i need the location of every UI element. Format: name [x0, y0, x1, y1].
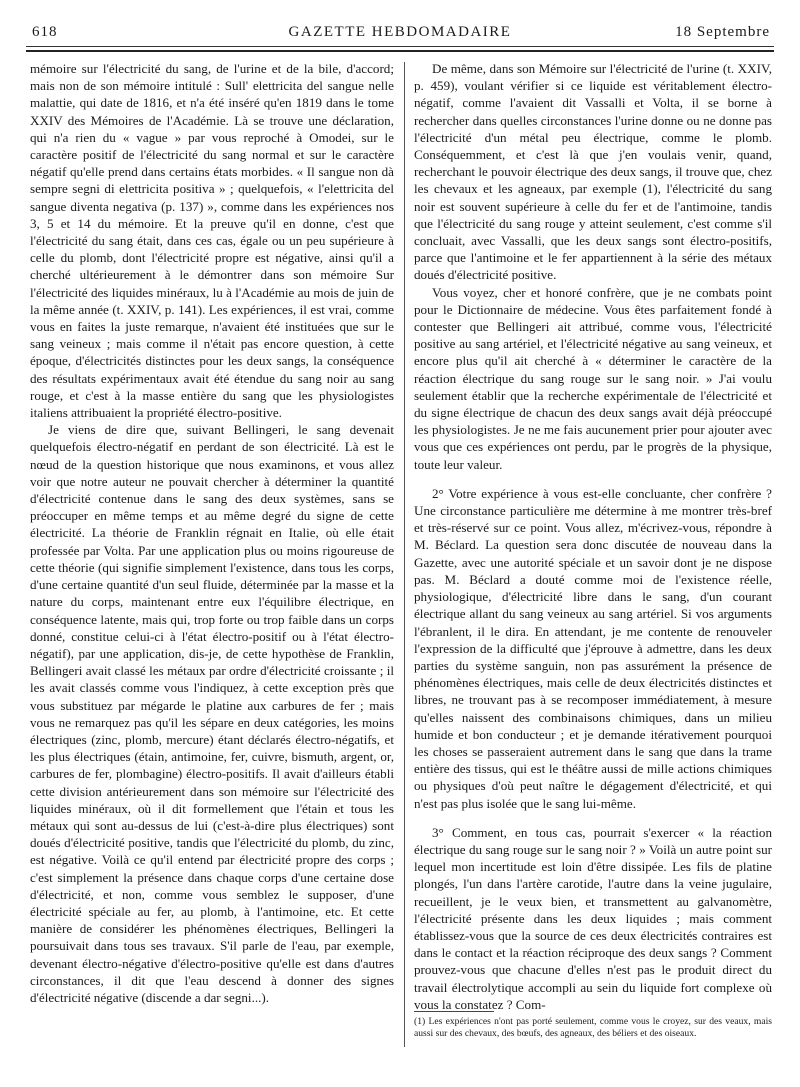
paragraph: 2° Votre expérience à vous est-elle concluante, cher confrère ? Une circonstance particulière me détermine à me montrer très-bref et très-réservé sur ce point. Vous allez, m'écrivez-vous, répondre à M. Béclard. La question sera donc discutée de nouveau dans la Gazette, avec une autorité spéciale et un savoir dont je ne dispose pas. M. Béclard a douté comme moi de l'existence réelle, physiologique, d'électricité libre dans le sang, d'un courant électrique allant du sang veineux au sang artériel. Si vos arguments l'ébranlent, il le dira. En attendant, je me contente de renouveler l'expression de la difficulté que j'éprouve à admettre, dans les deux parties du système sanguin, non pas assurément la présence de phénomènes électriques, mais celle de deux électricités distinctes et libres, ne trouvant pas à se recomposer immédiatement, à mesure qu'elles naissent des combinaisons chimiques, dans un milieu humide et bon conducteur ; et je demande itérativement pourquoi les choses se passeraient autrement dans le sang que dans la trame entière des tissus, qui est le théâtre aussi de mille actions chimiques ou physiques d'où peut naître le dégagement d'électricité, et qui n'est pas plus isolée que le sang lui-même. [414, 485, 772, 811]
header-rule [26, 46, 774, 47]
paragraph: Je viens de dire que, suivant Bellingeri, le sang devenait quelquefois électro-négatif en perdant de son électricité. Là est le nœud de la question historique que nous examinons, et vous allez voir que notre auteur ne pouvait chercher à déterminer la quantité d'électricité contenue dans le sang des deux systèmes, sans se préoccuper en même temps et au même degré du signe de cette électricité. La théorie de Franklin régnait en Italie, où elle était professée par Volta. Par une application plus ou moins rigoureuse de cette théorie (qui signifie simplement l'existence, dans tous les corps, d'une certaine quantité d'un seul fluide, déterminée par la masse et la nature du corps, maintenant entre eux l'équilibre électrique, en conséquence latente, mais qui, trop forte ou trop faible dans un corps donné, constitue celui-ci à l'état électro-positif ou à l'état électro-négatif), par une application, dis-je, de cette hypothèse de Franklin, Bellingeri avait classé les métaux par ordre d'électricité croissante ; il les avait classés comme vous l'indiquez, à cette exception près que vous substituez par mégarde le platine aux carbures de fer ; mais vous ne remarquez pas qu'il les sépare en deux catégories, les moins électriques (zinc, plomb, mercure) étant déclarés électro-négatifs, et les plus électriques (étain, antimoine, fer, cuivre, bismuth, argent, or, carbures de fer, plombagine) électro-positifs. Il avait d'ailleurs établi cette division antérieurement dans son mémoire sur l'électricité des liquides minéraux, où il dit formellement que l'étain et tous les métaux qui sont au-dessus de lui (c'est-à-dire plus électriques) sont doués d'électricité positive, tandis que l'électricité du plomb, du zinc, est négative. Voilà ce qu'il entend par électricité propre des corps ; c'est simplement la présence dans chaque corps d'une certaine dose d'électricité, et non, comme vous semblez le supposer, d'une électricité spéciale au fer, au plomb, à l'antimoine, etc. Et cette manière de considérer les phénomènes électriques, Bellingeri la poursuivait dans tous ses travaux. S'il parle de l'eau, par exemple, devenant électro-négative d'électro-positive qu'elle est dans d'autres circonstances, il dit que l'eau descend à donner des signes d'électricité négative (discende a dar segni...). [30, 422, 394, 1005]
footnote-rule [414, 1011, 494, 1012]
page-header [26, 24, 774, 46]
paragraph: mémoire sur l'électricité du sang, de l'urine et de la bile, d'accord; mais non de son mémoire intitulé : Sull' elettricita del sangue nelle malattie, qui date de 1816, et n'a été inséré qu'en 1819 dans le tome XXIV des Mémoires de l'Académie. Là se trouve une déclaration, qui n'a rien du « vague » par vous reproché à Omodei, sur le caractère positif de l'électricité du sang normal et sur le caractère négatif qu'elle prend dans certains états morbides. « Il sangue non dà sempre segni di elettricita positiva » ; quelquefois, « l'elettricita del sangue diventa negativa (p. 137) », comme dans les expériences nos 3, 5 et 14 du mémoire. Et la preuve qu'il en donne, c'est que l'électricité du sang était, dans ces cas, égale ou un peu supérieure à celle du plomb, dont l'électricité propre est négative, ainsi qu'il a cherché ultérieurement à le démontrer dans son mémoire Sur l'électricité des liquides minéraux, lu à l'Académie au mois de juin de la même année (t. XXIV, p. 141). Les expériences, il est vrai, comme vous en faites la juste remarque, n'avaient été instituées que sur le sang veineux ; mais comme il n'était pas encore question, à cette époque, d'électricités distinctes pour les deux sangs, la conséquence des résultats expérimentaux avait été étendue du sang noir au sang rouge, et c'est à la masse entière du sang que les physiologistes italiens attribuaient la propriété électro-positive. [30, 61, 394, 421]
paragraph: Vous voyez, cher et honoré confrère, que je ne combats point pour le Dictionnaire de médecine. Vous êtes parfaitement fondé à contester que Bellingeri ait attribué, comme vous, l'électricité positive au sang artériel, et l'électricité négative au sang veineux, et encore plus qu'il ait cherché à « déterminer le caractère de la réaction électrique du sang rouge sur le sang noir. » J'ai voulu seulement établir que la recherche expérimentale de l'électricité et du signe électrique de chacun des deux sangs avait déjà préoccupé les physiologistes. Je ne me fais aucunement prier pour ajouter avec vous que ces expériences ont perdu, par le progrès de la physique, toute leur valeur. [414, 284, 772, 472]
journal-title: GAZETTE HEBDOMADAIRE [288, 24, 512, 40]
left-column [30, 60, 394, 1006]
footnote: (1) Les expériences n'ont pas porté seulement, comme vous le croyez, sur des veaux, mais aussi sur des chevaux, des bœufs, des agneaux, des béliers et des oiseaux. [414, 1016, 772, 1039]
paragraph: 3° Comment, en tous cas, pourrait s'exercer « la réaction électrique du sang rouge sur le sang noir ? » Voilà un autre point sur lequel mon incertitude est loin d'être dissipée. Les fils de platine plongés, l'un dans l'artère carotide, l'autre dans la veine jugulaire, recueillent, je le veux bien, et transmettent au galvanomètre, l'électricité présente dans les deux liquides ; mais comment établissez-vous que la source de ces deux électricités contraires est dans le contact et la réaction réciproque des deux sangs ? Comment prouvez-vous que chacune d'elles n'est pas le produit direct du travail électrolytique accompli au sein du liquide fort complexe où vous la constatez ? Com- [414, 824, 772, 1012]
right-column [414, 60, 772, 1013]
column-divider [404, 62, 405, 1047]
issue-date: 18 Septembre [675, 24, 770, 40]
page-number: 618 [32, 24, 58, 40]
header-rule-thick [26, 50, 774, 52]
paragraph: De même, dans son Mémoire sur l'électricité de l'urine (t. XXIV, p. 459), voulant vérifier si ce liquide est véritablement électro-négatif, comme l'avaient dit Vassalli et Volta, il se borne à rechercher dans quelles circonstances l'urine donne ou ne donne pas l'électricité d'un métal peu électrique, comme le plomb. Conséquemment, et c'est là que j'en voulais venir, quand, recherchant le pouvoir électrique des deux sangs, il trouve que, chez les chevaux et les agneaux, par exemple (1), l'électricité du sang noir est souvent supérieure à celle du fer et de l'antimoine, tandis que l'électricité du sang rouge y atteint seulement, c'est comme s'il concluait, avec Vassalli, que les deux sangs sont électro-positifs, parce que l'antimoine et le fer appartiennent à la série des métaux doués d'électricité positive. [414, 61, 772, 283]
